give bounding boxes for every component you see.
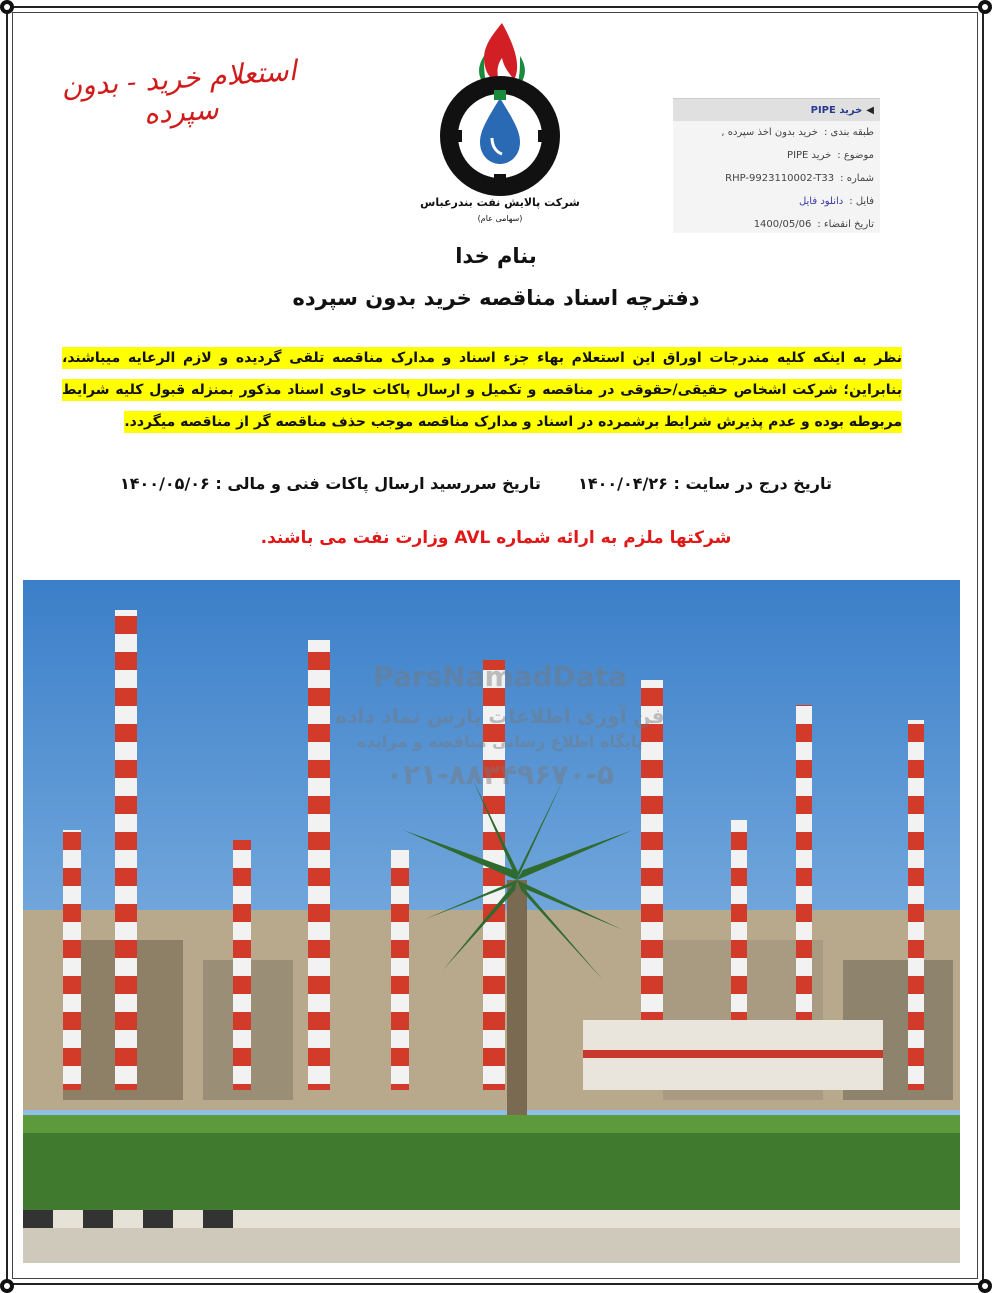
info-row-category (673, 121, 880, 144)
dates-line (120, 474, 832, 493)
download-file-link[interactable]: دانلود فایل (798, 196, 844, 207)
info-row-file (673, 190, 880, 213)
deadline-date: تاریخ سررسید ارسال پاکات فنی و مالی : ۱۴۰۰/۰۵/۰۶ (120, 474, 541, 493)
info-row-subject (673, 144, 880, 167)
info-row-expiry (673, 213, 880, 236)
bismillah-heading: بنام خدا (455, 244, 537, 268)
info-panel-header[interactable] (673, 99, 880, 121)
handwritten-note: استعلام خرید - بدون سپرده (60, 53, 298, 131)
logo-company-type: (سهامی عام) (477, 214, 523, 223)
info-label: طبقه بندی : (824, 127, 874, 138)
info-row-number (673, 167, 880, 190)
corner-ornament-bottom-right (978, 1279, 992, 1293)
posted-date: تاریخ درج در سایت : ۱۴۰۰/۰۴/۲۶ (578, 474, 832, 493)
caret-left-icon: ◀ (866, 104, 874, 116)
info-label: موضوع : (837, 150, 874, 161)
watermark-line2: پایگاه اطلاع رسانی مناقصه و مزایده (357, 732, 643, 751)
highlighted-notice (62, 342, 902, 438)
info-panel-title: خرید PIPE (810, 104, 863, 116)
logo-abbr: B.O.R.C (478, 182, 522, 193)
watermark-phone: ۰۲۱-۸۸۳۴۹۶۷۰-۵ (385, 758, 615, 791)
info-value: خرید بدون اخذ سپرده , (721, 127, 818, 138)
info-value: 1400/05/06 (753, 219, 812, 230)
avl-notice: شرکتها ملزم به ارائه شماره AVL وزارت نفت می باشند. (260, 528, 732, 548)
logo-company-name: شرکت پالایش نفت بندرعباس (420, 196, 580, 209)
company-logo (410, 18, 590, 228)
info-label: فایل : (849, 196, 874, 207)
info-label: شماره : (840, 173, 874, 184)
document-title: دفترچه اسناد مناقصه خرید بدون سپرده (292, 286, 700, 310)
info-value: خرید PIPE (787, 150, 832, 161)
refinery-photo (23, 580, 960, 1263)
tender-info-panel (673, 98, 880, 233)
watermark-line1: فن آوری اطلاعات پارس نماد داده (335, 704, 665, 728)
corner-ornament-bottom-left (0, 1279, 14, 1293)
info-value: RHP-9923110002-T33 (725, 173, 835, 184)
corner-ornament-top-left (0, 0, 14, 14)
corner-ornament-top-right (978, 0, 992, 14)
info-label: تاریخ انقضاء : (817, 219, 874, 230)
watermark-brand: ParsNamadData (373, 660, 627, 693)
notice-text: نظر به اینکه کلیه مندرجات اوراق این استعلام بهاء جزء اسناد و مدارک مناقصه تلقی گردیده و لازم الرعایه میباشند، بنابراین؛ شرکت اشخاص حقیقی/حقوقی در مناقصه و تکمیل و ارسال پاکات حاوی اسناد مذکور بمنزله قبول کلیه شرایط مربوطه بوده و عدم پذیرش شرایط برشمرده در اسناد و مدارک مناقصه موجب حذف مناقصه گر از مناقصه میگردد. (62, 347, 902, 433)
